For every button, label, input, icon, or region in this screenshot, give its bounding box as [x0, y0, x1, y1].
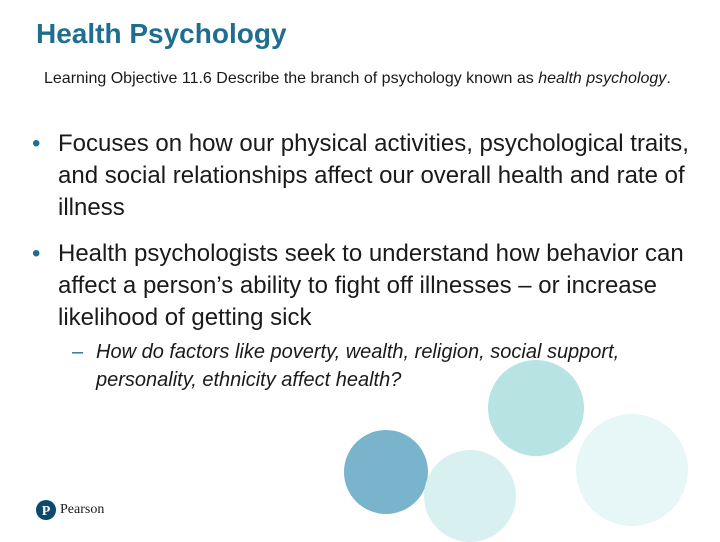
bullet-marker: • — [32, 240, 41, 267]
objective-italic-term: health psychology — [538, 70, 667, 87]
pearson-logo — [36, 500, 104, 520]
bullet-list — [30, 128, 700, 394]
bullet-item — [30, 238, 700, 334]
objective-text: Learning Objective 11.6 Describe the branch of psychology known as — [44, 70, 539, 87]
decorative-circle-blue — [344, 430, 428, 514]
sub-bullet-item — [30, 338, 700, 394]
bullet-marker: • — [32, 130, 41, 157]
sub-bullet-text: How do factors like poverty, wealth, religion, social support, personality, ethnicity affect health? — [96, 341, 620, 391]
learning-objective — [38, 68, 678, 90]
pearson-p-icon — [36, 500, 56, 520]
bullet-text: Health psychologists seek to understand how behavior can affect a person’s ability to fight off illnesses – or increase likelihood of getting sick — [58, 240, 684, 331]
bullet-text: Focuses on how our physical activities, psychological traits, and social relationships affect our overall health and rate of illness — [58, 130, 689, 221]
logo-mark-letter: P — [41, 504, 51, 519]
bullet-item — [30, 128, 700, 224]
sub-bullet-marker: – — [72, 341, 84, 363]
decorative-circle-light — [424, 450, 516, 542]
decorative-circle-pale — [576, 414, 688, 526]
logo-wordmark: Pearson — [60, 502, 105, 517]
slide-title: Health Psychology — [36, 18, 287, 49]
objective-period: . — [666, 70, 671, 87]
